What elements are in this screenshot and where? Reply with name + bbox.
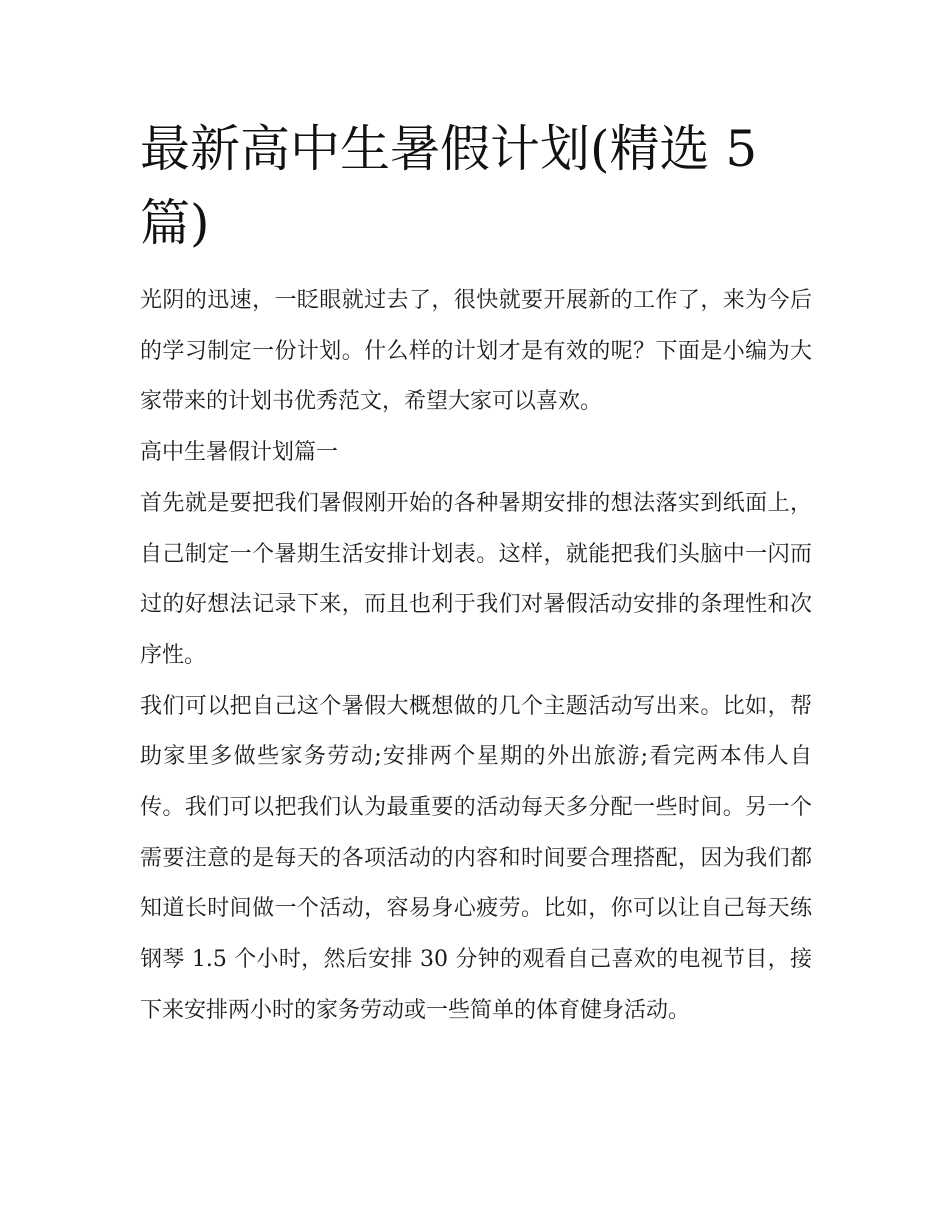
body-paragraph: 首先就是要把我们暑假刚开始的各种暑期安排的想法落实到纸面上，自己制定一个暑期生活安排计划表。这样，就能把我们头脑中一闪而过的好想法记录下来，而且也利于我们对暑假活动安排的条理性和次序性。 <box>140 490 812 668</box>
document-content <box>140 112 812 1037</box>
document-title: 最新高中生暑假计划(精选 5 篇) <box>140 120 758 252</box>
intro-paragraph: 光阴的迅速，一眨眼就过去了，很快就要开展新的工作了，来为今后的学习制定一份计划。什么样的计划才是有效的呢？下面是小编为大家带来的计划书优秀范文，希望大家可以喜欢。 <box>140 288 812 415</box>
section-heading: 高中生暑假计划篇一 <box>140 440 339 466</box>
body-paragraph: 我们可以把自己这个暑假大概想做的几个主题活动写出来。比如，帮助家里多做些家务劳动;安排两个星期的外出旅游;看完两本伟人自传。我们可以把我们认为最重要的活动每天多分配一些时间。另一个需要注意的是每天的各项活动的内容和时间要合理搭配，因为我们都知道长时间做一个活动，容易身心疲劳。比如，你可以让自己每天练钢琴 1.5 个小时，然后安排 30 分钟的观看自己喜欢的电视节目，接下来安排两小时的家务劳动或一些简单的体育健身活动。 <box>140 693 812 1023</box>
